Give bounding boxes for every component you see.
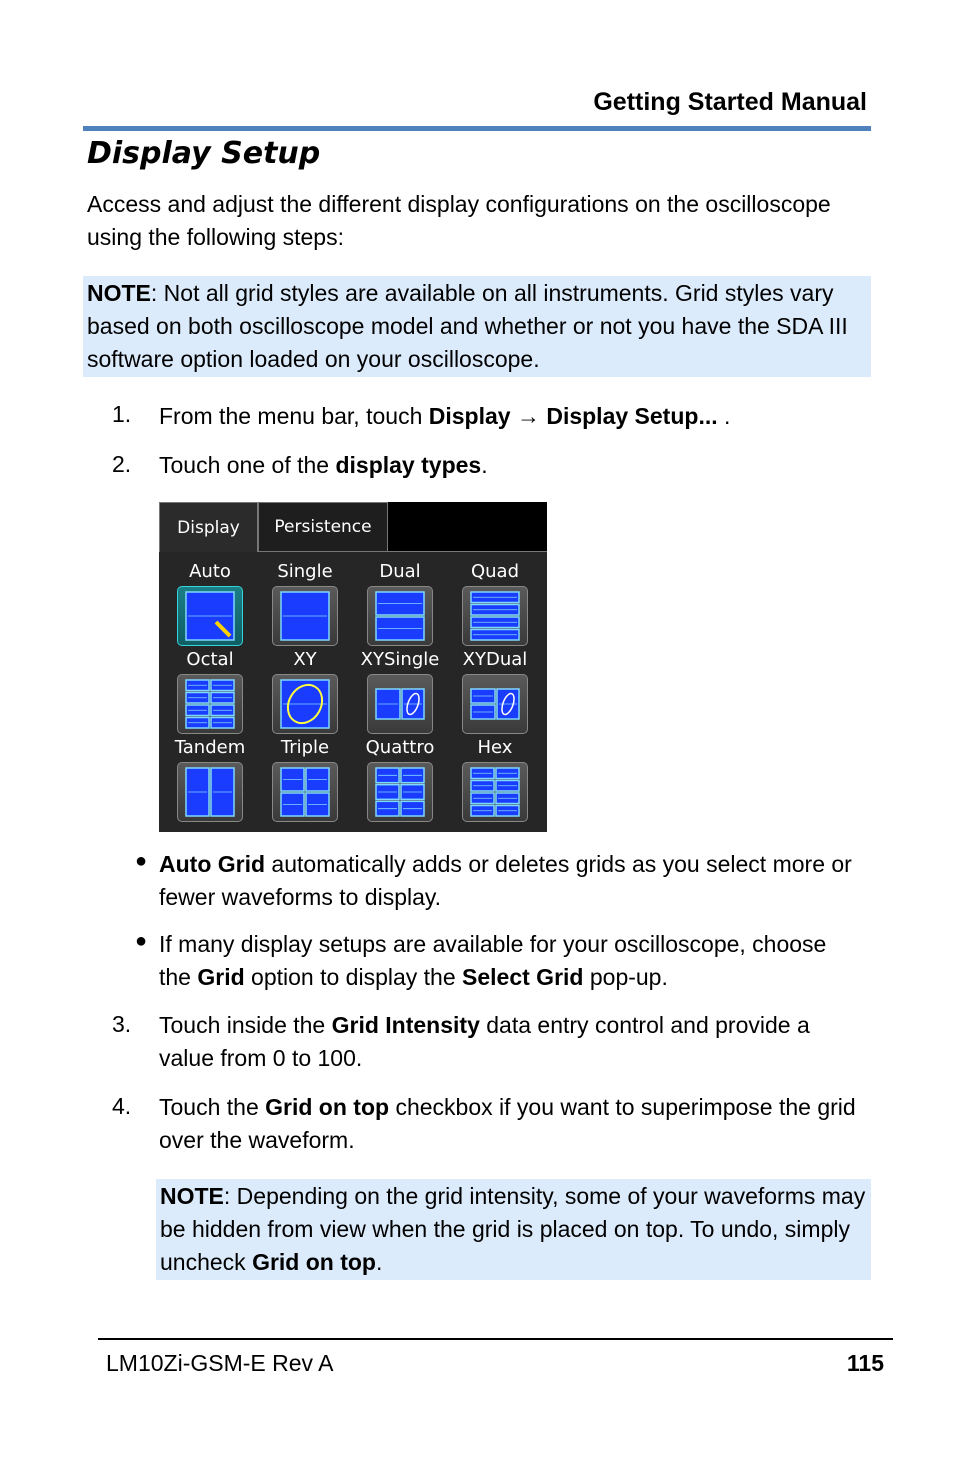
tandem-button[interactable] [177,762,243,822]
note-label: NOTE [87,280,151,306]
note-box [156,1179,871,1280]
step-text-post: . [481,452,488,478]
dialog-tab-bar [159,502,547,552]
xysingle-button[interactable] [367,674,433,734]
display-type-hex[interactable] [448,736,542,822]
display-type-label: Auto [189,561,231,582]
auto-grid-icon [185,591,235,641]
header-rule [83,126,871,131]
display-type-label: XY [293,649,317,670]
display-setup-screenshot [159,502,547,832]
quad-grid-icon [470,591,520,641]
display-type-triple[interactable] [258,736,352,822]
xydual-grid-icon [470,679,520,729]
bullet-text: pop-up. [583,964,668,990]
step-text-bold: Grid on top [265,1094,390,1120]
footer-rule [98,1338,893,1340]
hex-button[interactable] [462,762,528,822]
step-text [159,1091,859,1157]
quattro-button[interactable] [367,762,433,822]
display-type-xydual[interactable] [448,648,542,734]
display-type-auto[interactable] [163,560,257,646]
step-text-pre: From the menu bar, touch [159,403,429,429]
display-type-label: Quad [470,561,520,582]
single-grid-icon [280,591,330,641]
tandem-grid-icon [185,767,235,817]
xysingle-grid-icon [375,679,425,729]
note-text: : Not all grid styles are available on all instruments. Grid styles vary based on both oscilloscope model and whether or not you have the SDA III software option loaded on your oscilloscope. [87,280,848,372]
step-text-pre: Touch one of the [159,452,336,478]
display-type-tandem[interactable] [163,736,257,822]
bullet-dot: ● [135,850,148,872]
tab-display[interactable]: Display [159,502,258,552]
note-box [83,276,871,377]
tab-persistence[interactable]: Persistence [258,502,388,552]
dual-button[interactable] [367,586,433,646]
display-type-label: Triple [280,737,330,758]
display-type-label: Hex [477,737,513,758]
hex-grid-icon [470,767,520,817]
step-number: 2. [112,451,132,477]
bullet-text: If many display setups are available for your oscilloscope, choose the [159,931,827,990]
step-text-pre: Touch inside the [159,1012,332,1038]
bullet-text: automatically adds or deletes grids as you select more or fewer waveforms to display. [159,851,852,910]
xy-grid-icon [280,679,330,729]
bullet-bold: Select Grid [462,964,584,990]
step-text-pre: Touch the [159,1094,266,1120]
page-number: 115 [846,1350,884,1376]
intro-paragraph: Access and adjust the different display configurations on the oscilloscope using the following steps: [87,191,831,250]
octal-grid-icon [185,679,235,729]
display-type-dual[interactable] [353,560,447,646]
bullet-bold: Auto Grid [159,851,266,877]
single-button[interactable] [272,586,338,646]
display-types-grid [159,552,547,832]
display-type-quattro[interactable] [353,736,447,822]
step-text-bold: display types [335,452,482,478]
note-text-post: . [375,1249,383,1275]
step-number: 4. [112,1093,132,1119]
triple-button[interactable] [272,762,338,822]
step-text [159,449,488,482]
bullet-item [159,928,859,994]
quad-button[interactable] [462,586,528,646]
display-type-single[interactable] [258,560,352,646]
bullet-bold: Grid [197,964,245,990]
display-type-xysingle[interactable] [353,648,447,734]
display-type-label: Quattro [365,737,435,758]
step-text-post: checkbox if you want to superimpose the grid over the waveform. [159,1094,856,1153]
note-text: : Depending on the grid intensity, some of your waveforms may be hidden from view when the grid is placed on top. To undo, simply uncheck [160,1183,866,1275]
display-type-label: Octal [186,649,234,670]
note-bold: Grid on top [252,1249,376,1275]
display-type-octal[interactable] [163,648,257,734]
display-type-label: XYSingle [360,649,440,670]
section-title: Display Setup [87,136,321,171]
auto-button[interactable] [177,586,243,646]
display-type-label: XYDual [462,649,528,670]
step-text [159,1009,859,1075]
dual-grid-icon [375,591,425,641]
step-text-post: data entry control and provide a value from 0 to 100. [159,1012,810,1071]
display-type-label: Tandem [174,737,246,758]
step-text-bold: Grid Intensity [331,1012,480,1038]
step-text-post: . [717,403,731,429]
running-header: Getting Started Manual [593,88,867,116]
step-text-bold: Display → Display Setup... [428,403,718,429]
quattro-grid-icon [375,767,425,817]
display-type-quad[interactable] [448,560,542,646]
xy-button[interactable] [272,674,338,734]
step-text [159,400,730,433]
triple-grid-icon [280,767,330,817]
octal-button[interactable] [177,674,243,734]
bullet-item [159,848,859,914]
bullet-dot: ● [135,930,148,952]
xydual-button[interactable] [462,674,528,734]
bullet-text: option to display the [244,964,463,990]
step-number: 1. [112,401,132,427]
step-number: 3. [112,1011,132,1037]
footer-doc-id: LM10Zi-GSM-E Rev A [106,1350,334,1376]
display-type-label: Dual [379,561,421,582]
display-type-xy[interactable] [258,648,352,734]
note-label: NOTE [160,1183,224,1209]
display-type-label: Single [277,561,333,582]
